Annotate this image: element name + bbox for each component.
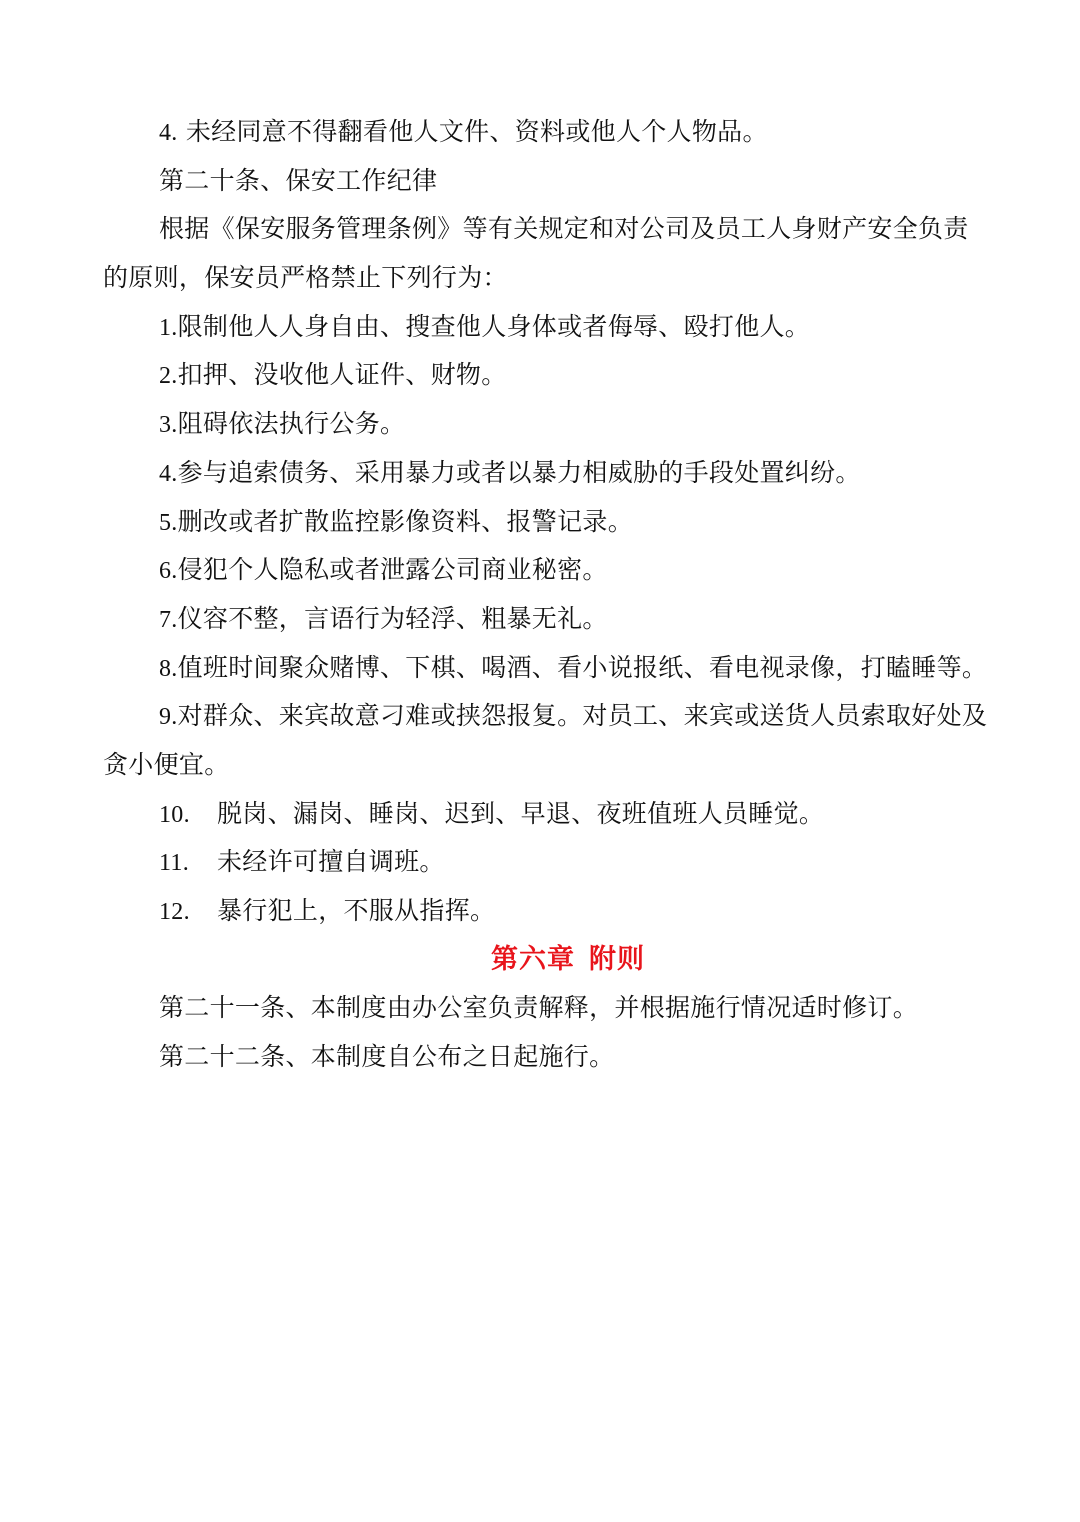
item-text: 侵犯个人隐私或者泄露公司商业秘密。 (177, 555, 608, 585)
paragraph-text: 的原则，保安员严格禁止下列行为： (103, 263, 508, 293)
list-item-continuation (103, 741, 977, 790)
item-text: 暴行犯上，不服从指挥。 (217, 896, 496, 925)
list-item (103, 887, 977, 936)
item-number: 2. (159, 363, 178, 390)
item-text: 参与追索债务、采用暴力或者以暴力相威胁的手段处置纠纷。 (177, 457, 861, 487)
item-text: 对群众、来宾故意刁难或挟怨报复。对员工、来宾或送货人员索取好处及 (177, 701, 988, 731)
item-number: 10. (159, 801, 190, 828)
item-text: 阻碍依法执行公务。 (177, 409, 406, 439)
document-body (103, 108, 988, 1082)
list-item (103, 498, 977, 547)
item-number: 9. (159, 704, 178, 731)
list-item (103, 303, 977, 352)
list-item (103, 692, 988, 741)
list-item (103, 546, 977, 595)
list-item (103, 108, 977, 157)
item-text: 限制他人人身自由、搜查他人身体或者侮辱、殴打他人。 (177, 311, 811, 341)
item-number: 12. (159, 899, 190, 925)
item-text: 未经同意不得翻看他人文件、资料或他人个人物品。 (185, 117, 768, 146)
item-number: 4. (159, 460, 178, 487)
chapter-number: 第六章 (491, 943, 575, 975)
article-text: 第二十一条、本制度由办公室负责解释，并根据施行情况适时修订。 (159, 993, 919, 1023)
item-number: 7. (159, 606, 178, 633)
list-item (103, 838, 977, 887)
list-item (103, 351, 977, 400)
article-line (103, 984, 977, 1033)
list-item (103, 595, 977, 644)
list-item (103, 644, 988, 693)
chapter-heading (103, 936, 977, 985)
item-number: 8. (159, 655, 178, 682)
list-item (103, 449, 977, 498)
item-number: 5. (159, 509, 178, 536)
list-item (103, 400, 977, 449)
item-text: 贪小便宜。 (103, 749, 230, 779)
item-number: 1. (159, 314, 178, 341)
item-text: 值班时间聚众赌博、下棋、喝酒、看小说报纸、看电视录像，打瞌睡等。 (177, 652, 988, 682)
item-text: 未经许可擅自调班。 (217, 847, 445, 877)
item-text: 删改或者扩散监控影像资料、报警记录。 (177, 506, 634, 536)
list-item (103, 790, 977, 839)
item-number: 4. (159, 120, 178, 146)
item-text: 扣押、没收他人证件、财物。 (177, 360, 507, 390)
article-title: 第二十条、保安工作纪律 (159, 165, 438, 195)
paragraph-line (103, 205, 977, 254)
article-line (103, 1033, 977, 1082)
item-number: 11. (159, 850, 190, 877)
item-text: 仪容不整，言语行为轻浮、粗暴无礼。 (177, 603, 608, 633)
item-number: 3. (159, 412, 178, 439)
paragraph-line (103, 254, 977, 303)
chapter-title: 附则 (589, 943, 645, 975)
item-number: 6. (159, 558, 178, 585)
article-heading (103, 157, 977, 206)
article-text: 第二十二条、本制度自公布之日起施行。 (159, 1042, 615, 1072)
item-text: 脱岗、漏岗、睡岗、迟到、早退、夜班值班人员睡觉。 (217, 798, 825, 828)
paragraph-text: 根据《保安服务管理条例》等有关规定和对公司及员工人身财产安全负责 (159, 214, 969, 244)
